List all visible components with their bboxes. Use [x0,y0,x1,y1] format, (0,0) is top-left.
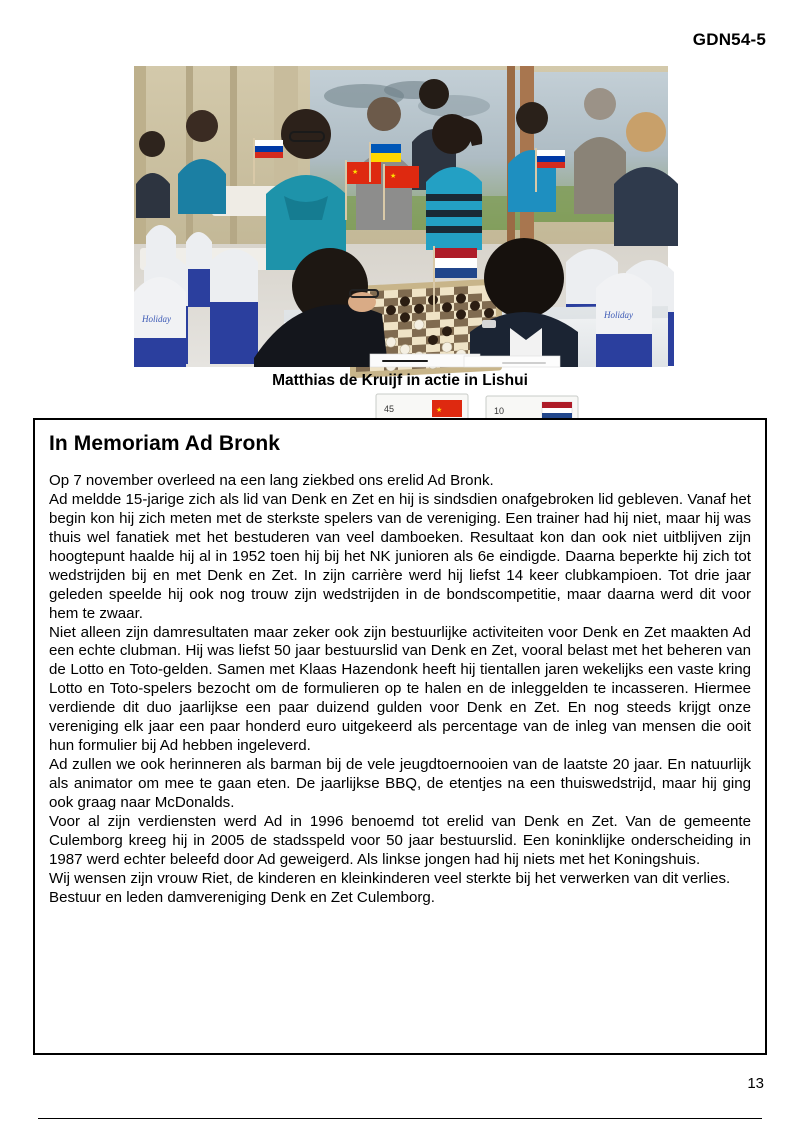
footer-divider [38,1118,762,1119]
svg-text:Holiday: Holiday [604,310,633,320]
photo-caption: Matthias de Kruijf in actie in Lishui [272,372,528,389]
document-header-code: GDN54-5 [692,30,766,49]
memoriam-paragraph-5: Voor al zijn verdiensten werd Ad in 1996 benoemd tot erelid van Denk en Zet. Van de gemeente Culemborg kreeg hij in 2005 de stadsspeld voor 50 jaar bestuurslid. Een koninklijke onderscheiding in 1987 werd echter beleefd door Ad geweigerd. Als linkse jongen had hij niets met het Koningshuis. [49,812,751,868]
svg-text:★: ★ [352,169,359,176]
in-memoriam-box [33,418,767,1055]
memoriam-paragraph-2: Ad meldde 15-jarige zich als lid van Denk en Zet en hij is sindsdien onafgebroken lid gebleven. Vanaf het begin kon hij zich meten met de sterkste spelers van de vereniging. Een trainer had hij niet, maar hij was thuis wel fanatiek met het bestuderen van veel damboeken. Resultaat kon dan ook niet uitblijven zijn hoogtepunt haalde hij al in 1952 toen hij bij het NK junioren als 6e eindigde. Daarna beperkte hij zich tot wedstrijden bij en met Denk en Zet. In zijn carrière werd hij liefst 14 keer clubkampioen. Tot drie jaar geleden speelde hij ook nog trouw zijn wedstrijden in de bondscompetitie, maar daarna werd dit voor hem te zwaar. [49,490,751,622]
memoriam-paragraph-6: Wij wensen zijn vrouw Riet, de kinderen en kleinkinderen veel sterkte bij het verwerken van dit verlies. [49,869,731,887]
in-memoriam-title: In Memoriam Ad Bronk [49,432,281,455]
in-memoriam-content [35,420,765,908]
memoriam-signature: Bestuur en leden damvereniging Denk en Zet Culemborg. [49,888,435,906]
memoriam-paragraph-3: Niet alleen zijn damresultaten maar zeker ook zijn bestuurlijke activiteiten voor Denk en Zet maakten Ad een echte clubman. Hij was liefst 50 jaar bestuurslid van Denk en Zet, vooral belast met het beheren van de Lotto en Toto-gelden. Samen met Klaas Hazendonk heeft hij tientallen jaren wekelijks een vaste kring Lotto en Toto-spelers bezocht om de formulieren op te halen en de inleggelden te incasseren. Hiermee verdiende dit duo jaarlijkse een paar duizend gulden voor Denk en Zet. En nog steeds krijgt onze vereniging elk jaar een paar honderd euro uitgekeerd als percentage van de inleg van mensen die ooit hun formulier bij Ad hebben ingeleverd. [49,623,751,755]
svg-text:Holiday: Holiday [142,314,171,324]
page-number: 13 [747,1075,764,1092]
memoriam-paragraph-4: Ad zullen we ook herinneren als barman bij de vele jeugdtoernooien van de laatste 20 jaar. En natuurlijk als animator om mee te gaan eten. De jaarlijkse BBQ, de etentjes na een thuiswedstrijd, maar hij ging ook graag naar McDonalds. [49,756,751,811]
svg-text:10: 10 [494,406,505,416]
svg-text:★: ★ [436,407,443,414]
memoriam-paragraph-1: Op 7 november overleed na een lang ziekbed ons erelid Ad Bronk. [49,472,494,489]
svg-text:★: ★ [390,173,397,180]
svg-text:45: 45 [384,404,395,414]
